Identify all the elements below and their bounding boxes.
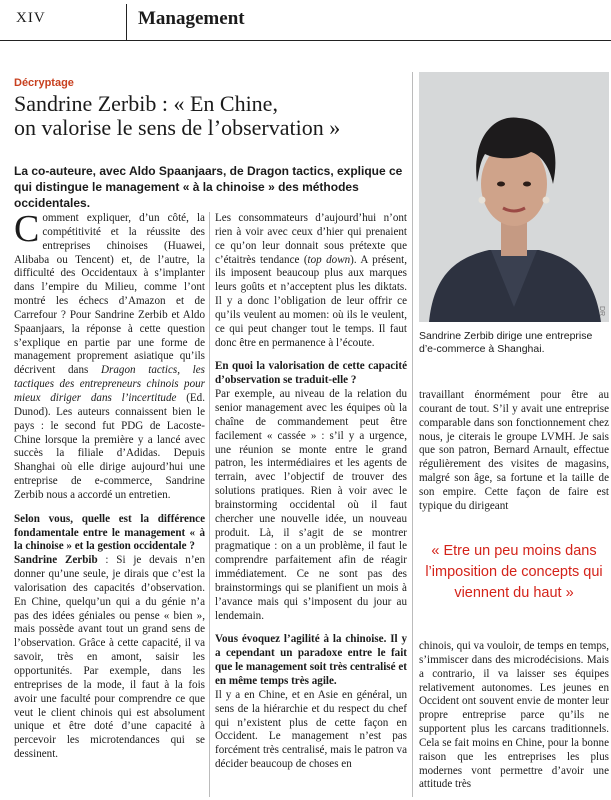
answer: Par exemple, au niveau de la relation du senior management avec les équipes où la chaîne de commandement peut être facilement « cassée » : s’il y a urgence, une réunion se monte entre le grand patron, les intermédiaires et les agents de terrain, avec l’objectif de trouver des solutions pratiques. Rien à voir avec le brainstorming occidental où il faut chercher une nouvelle idée, un nouveau produit. Là, il s’agit de se montrer pragmatique : on a un problème, il faut le comprendre parfaitement afin de réagir immédiatement. Ce ne sont pas des brainstormings qui se planifient un mois à l’avance mais qui s’imposent du jour au lendemain.: [215, 388, 407, 622]
answer: Il y a en Chine, et en Asie en général, un sens de la hiérarchie et du respect du chef qui n’existent plus de cette façon en Occident. Le management n’est pas forcément très centralisé, mais le patron va décider beaucoup de choses en: [215, 688, 407, 771]
photo-credit: DR: [598, 305, 605, 316]
italic-term: top down: [307, 253, 351, 266]
paragraph: chinois, qui va vouloir, de temps en temps, s’immiscer dans des microdécisions. Mais a contrario, il va laisser ses équipes relativement autonomes. Les jeunes en Occident ont souvent envie de monter leur propre entreprise parce qu’ils ne supportent plus les carcans traditionnels. Cela se fait moins en Chine, pour la bonne raison que les entreprises les plus modernes vont permettre d’avoir une attitude très: [419, 640, 609, 791]
column-divider: [209, 212, 210, 797]
intro-text-end: (Ed. Dunod). Les auteurs connaissent bien le pays : le second fut PDG de Lacoste-Chine lorsque la première y a lancé avec succès la filiale d’Adidas. Depuis Shanghai où elle dirige aujourd’hui une entreprise de e-commerce, Sandrine Zerbib nous a accordé un entretien.: [14, 391, 205, 501]
article-title: [14, 92, 409, 140]
article-kicker: Décryptage: [14, 77, 74, 89]
title-line-2: on valorise le sens de l’observation »: [14, 115, 341, 140]
title-line-1: Sandrine Zerbib : « En Chine,: [14, 91, 278, 116]
column-divider: [412, 72, 413, 797]
paragraph: travaillant énormément pour être au courant de tout. S’il y avait une entreprise comparable dans son fonctionnement chez nous, je citerais le groupe LVMH. Je sais que son patron, Bernard Arnault, effectue régulièrement des visites de magasins, malgré son âge, sa fortune et la taille de son empire. Cette façon de faire est typique du dirigeant: [419, 389, 609, 512]
article-standfirst: La co-auteure, avec Aldo Spaanjaars, de Dragon tactics, explique ce qui distingue le management « à la chinoise » des méthodes occidentales.: [14, 164, 403, 210]
answer-text: : Si je devais n’en donner qu’une seule, je dirais que c’est la valorisation des capacités d’observation. En Chine, quelqu’un qui a du génie n’a pas des idées géniales ou pense « bien », mais possède avant tout un grand sens de l’observation. Grâce à cette capacité, il va savoir, très en amont, saisir les opportunités. Par exemple, dans les entreprises de la mode, il faut à la fois avoir une faculté pour comprendre ce que veut le client chinois qui est absolument unique et être doté d’une capacité à percevoir les microtendances qui se dessinent.: [14, 554, 205, 761]
section-title: Management: [138, 8, 245, 29]
answer: [14, 554, 205, 762]
speaker-name: Sandrine Zerbib: [14, 554, 106, 567]
portrait-photo: [419, 72, 609, 322]
paragraph: [215, 212, 407, 350]
drop-cap: C: [14, 212, 40, 250]
pull-quote: « Etre un peu moins dans l’imposition de concepts qui viennent du haut »: [425, 543, 603, 601]
page-header: [0, 0, 611, 41]
header-divider: [126, 4, 127, 40]
portrait-illustration: [419, 72, 609, 322]
photo-caption: Sandrine Zerbib dirige une entreprise d’e-commerce à Shanghai.: [419, 330, 593, 355]
text-column-2: [215, 212, 407, 797]
intro-text: omment expliquer, d’un côté, la compétitivité et la réussite des entreprises chinoises (Huawei, Alibaba ou Tencent) et, de l’autre, la difficulté des Occidentaux à s’implanter dans l’empire du Milieu, comme l’ont montré les échecs d’Amazon et de Carrefour ? Pour Sandrine Zerbib et Aldo Spaanjaars, la réponse à cette question s’explique en partie par une forme de management proprement asiatique qu’ils décrivent dans: [14, 212, 205, 377]
question: Selon vous, quelle est la différence fondamentale entre le management « à la chinoise » et la gestion occidentale ?: [14, 512, 205, 553]
paragraph-text-end: ). A présent, ils imposent beaucoup plus aux marques leurs goûts et n’acceptent plus les diktats. Il y a donc l’obligation de leur offrir ce qu’ils veulent au momen: où ils le veulent, ce qui peut changer tout le temps. Il faut donc être en permanence à l’écoute.: [215, 253, 407, 349]
question: Vous évoquez l’agilité à la chinoise. Il y a cependant un paradoxe entre le fait que le management soit très centralisé et en même temps très agile.: [215, 633, 407, 687]
paragraph-text: Les consommateurs d’aujourd’hui n’ont rien à voir avec ceux d’hier qui prenaient ce qu’on leur donnait sous prétexte que c’étaitrès tendance (: [215, 212, 407, 266]
page-number: XIV: [16, 10, 46, 26]
intro-paragraph: [14, 212, 205, 503]
text-column-4: [419, 640, 609, 800]
book-title: Dragon tactics, les tactiques des entrepreneurs chinois pour mieux diriger dans l’incertitude: [14, 364, 205, 404]
text-column-3: [419, 389, 609, 549]
text-column-1: [14, 212, 205, 797]
question: En quoi la valorisation de cette capacité d’observation se traduit-elle ?: [215, 360, 407, 387]
